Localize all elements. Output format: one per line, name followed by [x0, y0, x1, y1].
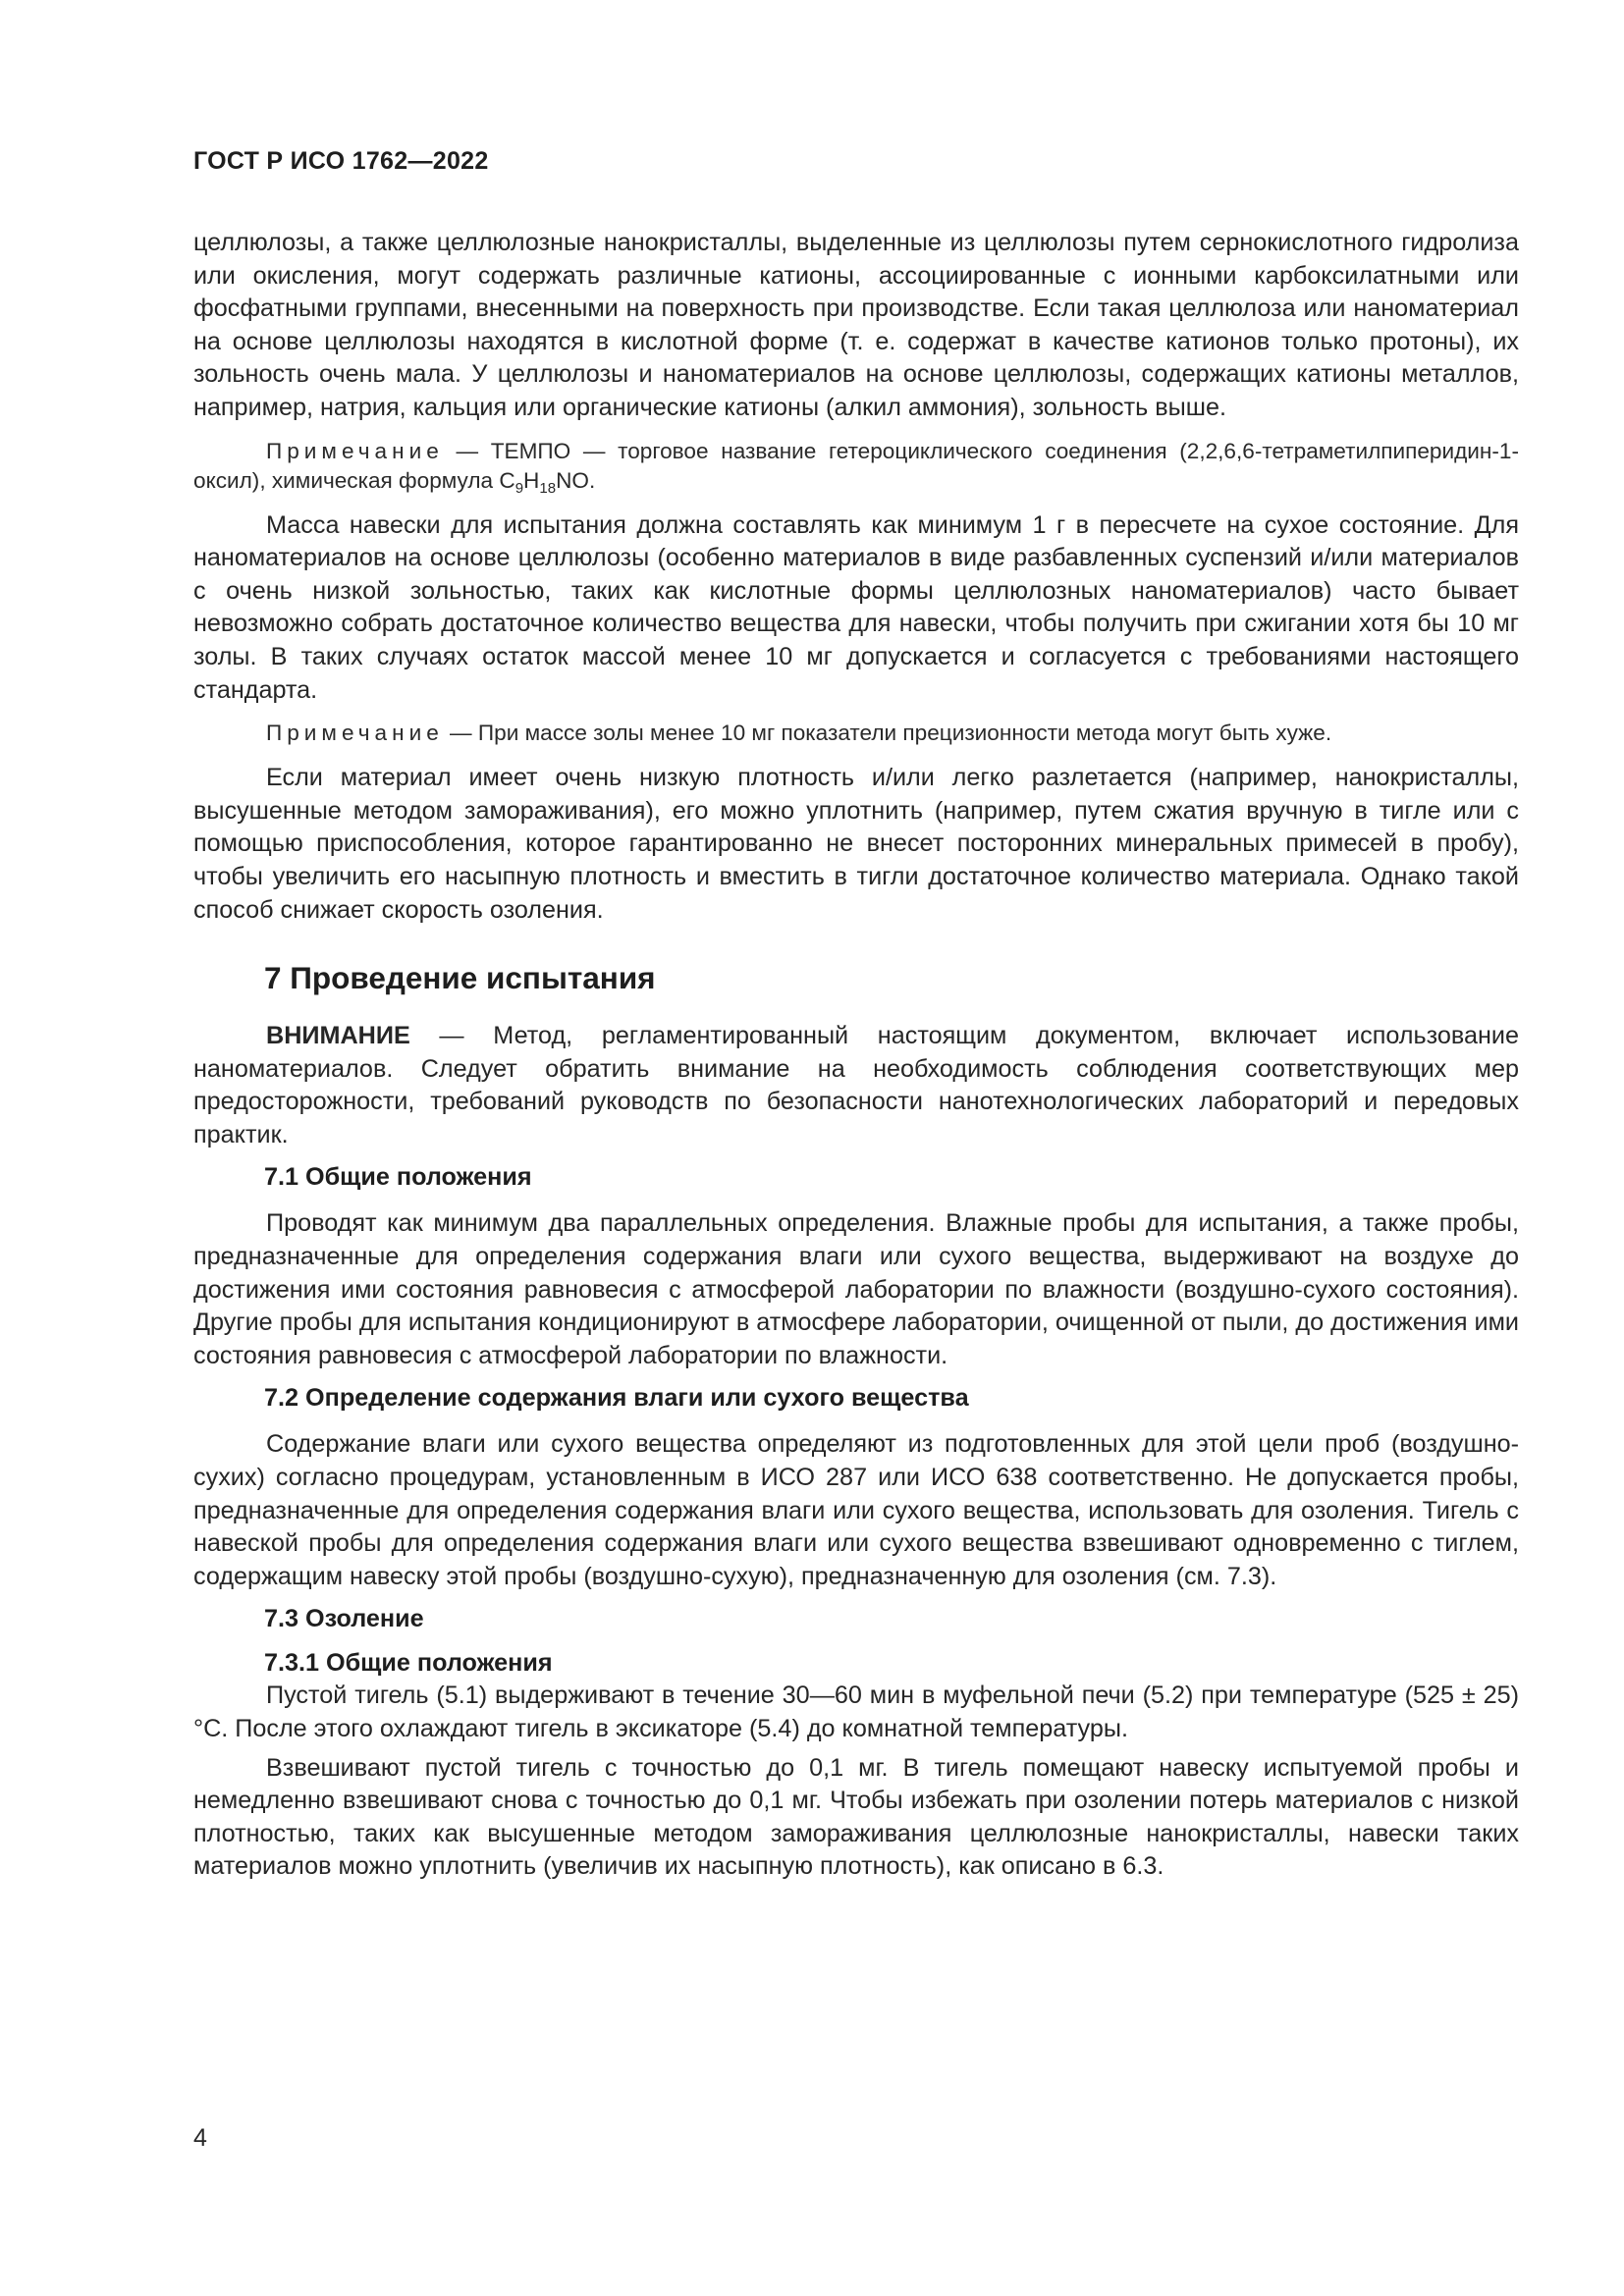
- formula-text: H: [523, 467, 540, 493]
- note-text: — При массе золы менее 10 мг показатели прецизионности метода могут быть хуже.: [443, 721, 1332, 746]
- section-7-1-text: Проводят как минимум два параллельных определения. Влажные пробы для испытания, а также пробы, предназначенные для определения содержания влаги или сухого вещества, выдерживают на воздухе до достижения ими состояния равновесия с атмосферой лаборатории по влажности (воздушно-сухого состояния). Другие пробы для испытания кондиционируют в атмосфере лаборатории, очищенной от пыли, до достижения ими состояния равновесия с атмосферой лаборатории по влажности.: [193, 1209, 1519, 1369]
- formula-text: NO.: [556, 467, 596, 493]
- paragraph-sample-mass: Масса навески для испытания должна составлять как минимум 1 г в пересчете на сухое состояние. Для наноматериалов на основе целлюлозы (особенно материалов в виде разбавленных суспензий и/или материалов с очень низкой зольностью, таких как кислотные формы целлюлозных наноматериалов) часто бывает невозможно собрать достаточное количество вещества для навески, чтобы получить при сжигании хотя бы 10 мг золы. В таких случаях остаток массой менее 10 мг допускается и согласуется с требованиями настоящего стандарта.: [193, 510, 1519, 704]
- note-text: — ТЕМПО — торговое название гетероциклического соединения (2,2,6,6-тетраметилпиперидин-1-оксил), химическая формула C: [193, 438, 1519, 493]
- section-7-title: 7 Проведение испытания: [264, 960, 656, 996]
- section-7-2-text: Содержание влаги или сухого вещества определяют из подготовленных для этой цели проб (воздушно-сухих) согласно процедурам, установленным в ИСО 287 или ИСО 638 соответственно. Не допускается пробы, предназначенные для определения содержания влаги или сухого вещества, использовать для озоления. Тигель с навеской пробы для определения содержания влаги или сухого вещества взвешивают одновременно с тиглем, содержащим навеску этой пробы (воздушно-сухую), предназначенную для озоления (см. 7.3).: [193, 1430, 1519, 1590]
- section-7-3-1-text-2: Взвешивают пустой тигель с точностью до 0,1 мг. В тигель помещают навеску испытуемой пробы и немедленно взвешивают снова с точностью до 0,1 мг. Чтобы избежать при озолении потерь материалов с низкой плотностью, таких как высушенные методом замораживания целлюлозные нанокристаллы, навески таких материалов можно уплотнить (увеличив их насыпную плотность), как описано в 6.3.: [193, 1753, 1519, 1881]
- section-7-3-1-title: 7.3.1 Общие положения: [264, 1649, 553, 1678]
- document-header: ГОСТ Р ИСО 1762—2022: [193, 147, 489, 175]
- note-label: Примечание: [266, 721, 444, 746]
- note-tempo: [193, 437, 1519, 496]
- section-7-3-title: 7.3 Озоление: [264, 1605, 424, 1633]
- page-body: [193, 227, 1519, 1896]
- note-label: Примечание: [266, 438, 444, 463]
- formula-subscript: 9: [514, 479, 524, 497]
- section-7-1-title: 7.1 Общие положения: [264, 1163, 532, 1192]
- note-ash-mass: [193, 719, 1519, 748]
- warning-text: — Метод, регламентированный настоящим документом, включает использование наноматериалов. Следует обратить внимание на необходимость соблюдения соответствующих мер предосторожности, требований руководств по безопасности нанотехнологических лабораторий и передовых практик.: [193, 1022, 1519, 1148]
- section-7-3-1-text-1: Пустой тигель (5.1) выдерживают в течение 30—60 мин в муфельной печи (5.2) при температуре (525 ± 25) °С. После этого охлаждают тигель в эксикаторе (5.4) до комнатной температуры.: [193, 1682, 1519, 1742]
- section-7-2-title: 7.2 Определение содержания влаги или сухого вещества: [264, 1384, 969, 1413]
- paragraph-cellulose-cations: целлюлозы, а также целлюлозные нанокристаллы, выделенные из целлюлозы путем сернокислотного гидролиза или окисления, могут содержать различные катионы, ассоциированные с ионными карбоксилатными или фосфатными группами, внесенными на поверхность при производстве. Если такая целлюлоза или наноматериал на основе целлюлозы находятся в кислотной форме (т. е. содержат в качестве катионов только протоны), их зольность очень мала. У целлюлозы и наноматериалов на основе целлюлозы, содержащих катионы металлов, например, натрия, кальция или органические катионы (алкил аммония), зольность выше.: [193, 229, 1519, 421]
- page-number: 4: [193, 2124, 207, 2152]
- paragraph-low-density: Если материал имеет очень низкую плотность и/или легко разлетается (например, нанокристаллы, высушенные методом замораживания), его можно уплотнить (например, путем сжатия вручную в тигле или с помощью приспособления, которое гарантированно не внесет посторонних минеральных примесей в пробу), чтобы увеличить его насыпную плотность и вместить в тигли достаточное количество материала. Однако такой способ снижает скорость озоления.: [193, 764, 1519, 924]
- formula-subscript: 18: [539, 479, 557, 497]
- warning-label: ВНИМАНИЕ: [266, 1022, 410, 1050]
- warning-paragraph: [193, 1020, 1519, 1151]
